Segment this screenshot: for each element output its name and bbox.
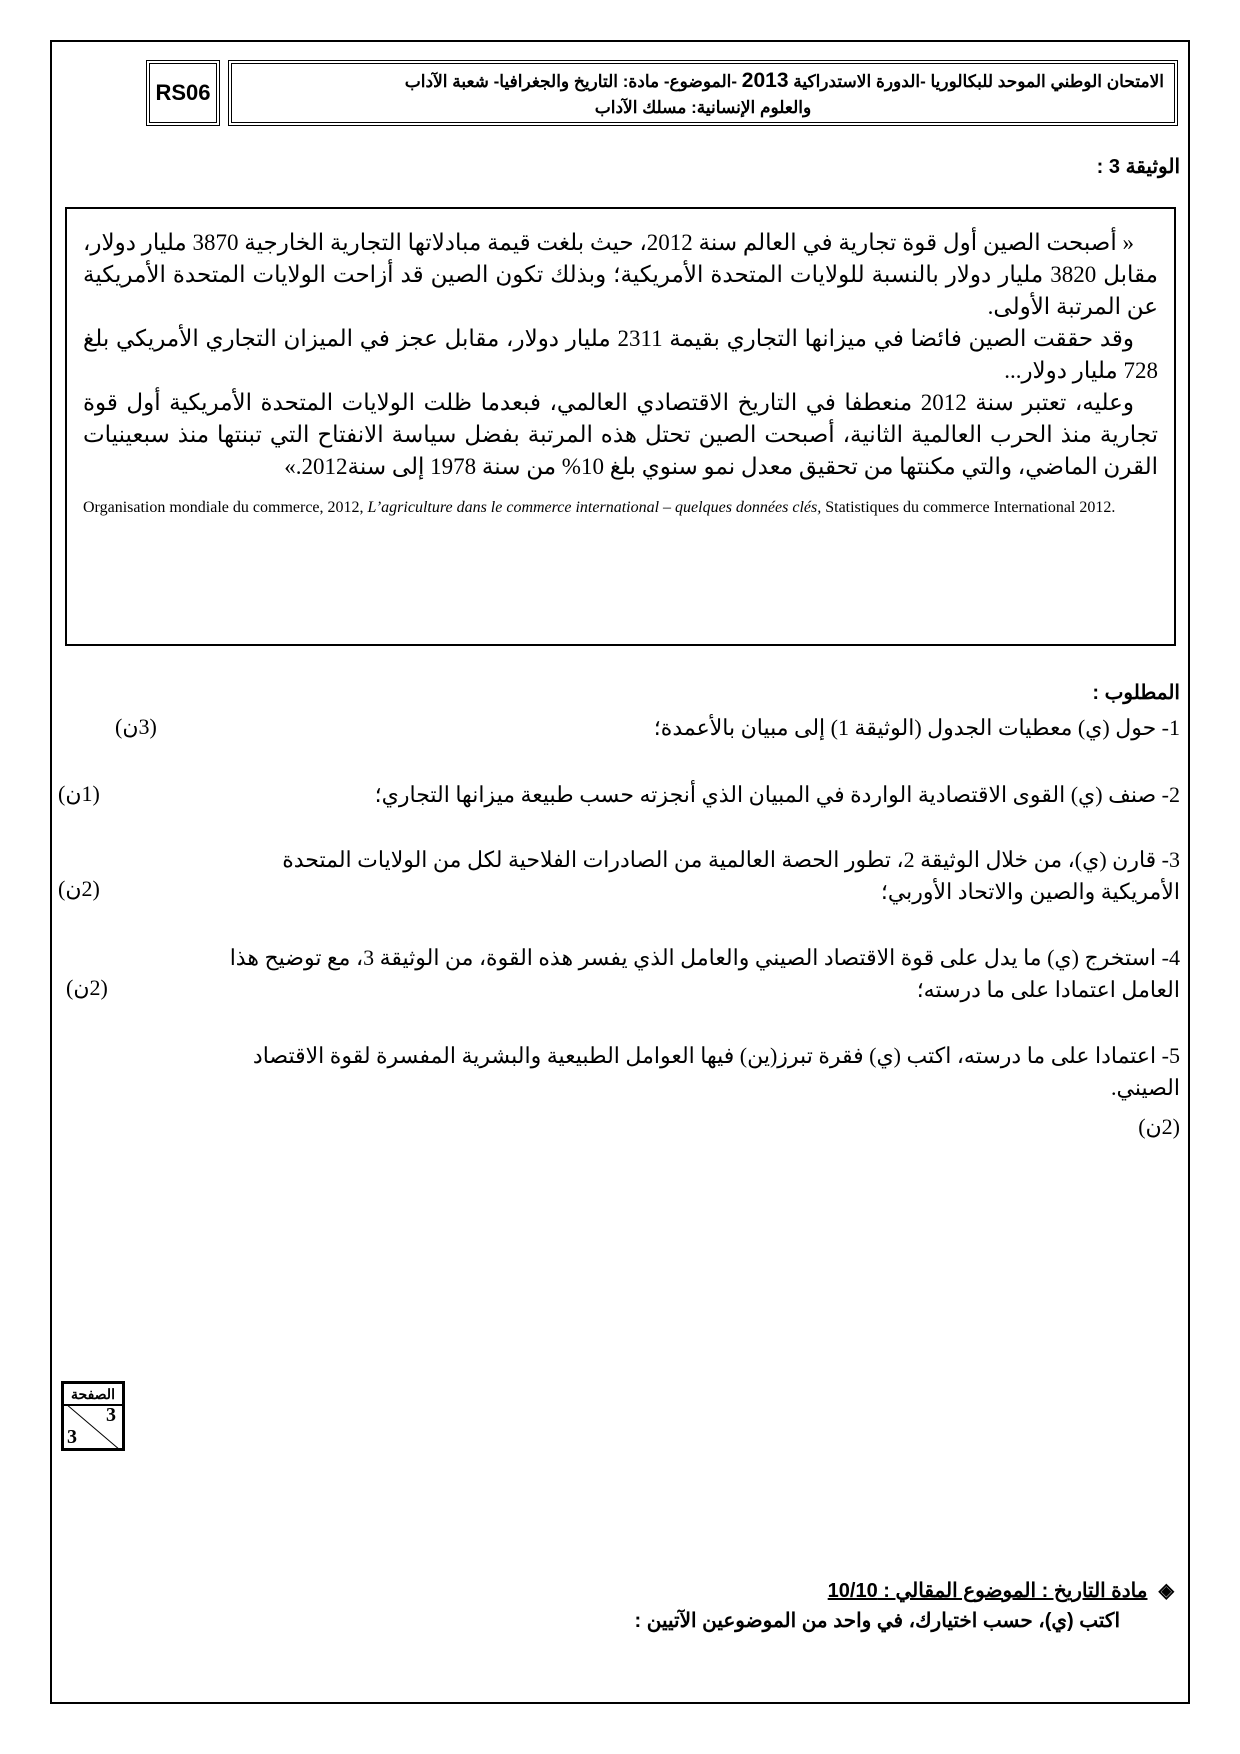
- header-line-2: والعلوم الإنسانية: مسلك الآداب: [594, 98, 812, 117]
- task-points: (2ن): [58, 876, 100, 901]
- header-session: الامتحان الوطني الموحد للبكالوريا -الدورة الاستدراكية: [793, 72, 1164, 91]
- task-points: (2ن): [66, 975, 108, 1000]
- task-item: 2- صنف (ي) القوى الاقتصادية الواردة في المبيان الذي أنجزته حسب طبيعة ميزانها التجاري؛: [374, 782, 1180, 807]
- essay-title: [828, 1578, 1174, 1603]
- task-points: (2ن): [1138, 1114, 1180, 1139]
- page-number-box: [61, 1381, 125, 1451]
- task-item: 1- حول (ي) معطيات الجدول (الوثيقة 1) إلى مبيان بالأعمدة؛: [653, 715, 1180, 740]
- document-quote-box: [65, 207, 1176, 646]
- quote-source: [83, 495, 1158, 521]
- tasks-heading: المطلوب :: [1092, 682, 1180, 704]
- task-item: 4- استخرج (ي) ما يدل على قوة الاقتصاد الصيني والعامل الذي يفسر هذه القوة، من الوثيقة 3، مع توضيح هذا العامل اعتمادا على ما درسته؛: [229, 945, 1180, 1002]
- document-label: الوثيقة 3 :: [1096, 156, 1180, 178]
- quote-paragraph: « أصبحت الصين أول قوة تجارية في العالم سنة 2012، حيث بلغت قيمة مبادلاتها التجارية الخارجية 3870 مليار دولار، مقابل 3820 مليار دولار بالنسبة للولايات المتحدة الأمريكية؛ وبذلك تكون الصين قد أزاحت الولايات المتحدة الأمريكية عن المرتبة الأولى.: [83, 230, 1158, 319]
- source-title: L’agriculture dans le commerce international – quelques données clés,: [367, 499, 822, 516]
- diamond-bullet-icon: ◈: [1158, 1580, 1174, 1602]
- quote-paragraph: وعليه، تعتبر سنة 2012 منعطفا في التاريخ الاقتصادي العالمي، فبعدما ظلت الولايات المتحدة الأمريكية أول قوة تجارية منذ الحرب العالمية الثانية، أصبحت الصين تحتل هذه المرتبة بفضل سياسة الانفتاح التي تبنتها منذ سبعينيات القرن الماضي، والتي مكنتها من تحقيق معدل نمو سنوي بلغ 10% من سنة 1978 إلى سنة2012.»: [83, 390, 1158, 479]
- task-item: 5- اعتمادا على ما درسته، اكتب (ي) فقرة تبرز(ين) فيها العوامل الطبيعية والبشرية المفسرة لقوة الاقتصاد الصيني.: [252, 1043, 1180, 1100]
- header-line-1: [232, 68, 1174, 95]
- header-subject: -الموضوع- مادة: التاريخ والجغرافيا- شعبة الآداب: [404, 72, 738, 91]
- source-text: Organisation mondiale du commerce, 2012,: [83, 499, 368, 516]
- task-points: (3ن): [115, 714, 157, 739]
- quote-paragraph: وقد حققت الصين فائضا في ميزانها التجاري بقيمة 2311 مليار دولار، مقابل عجز في الميزان التجاري الأمريكي بلغ 728 مليار دولار...: [83, 326, 1158, 383]
- header-year: 2013: [741, 69, 789, 92]
- page-current: 3: [106, 1404, 116, 1426]
- essay-instruction: اكتب (ي)، حسب اختيارك، في واحد من الموضوعين الآتيين :: [634, 1610, 1120, 1632]
- page-label: الصفحة: [64, 1384, 122, 1406]
- task-item: 3- قارن (ي)، من خلال الوثيقة 2، تطور الحصة العالمية من الصادرات الفلاحية لكل من الولايات المتحدة الأمريكية والصين والاتحاد الأوربي؛: [282, 847, 1180, 904]
- page-total: 3: [67, 1426, 77, 1448]
- exam-code: RS06: [146, 60, 220, 126]
- exam-header: [228, 60, 1178, 126]
- essay-title-text: مادة التاريخ : الموضوع المقالي : 10/10: [827, 1580, 1148, 1602]
- task-points: (1ن): [58, 781, 100, 806]
- source-text: Statistiques du commerce International 2012.: [821, 499, 1116, 516]
